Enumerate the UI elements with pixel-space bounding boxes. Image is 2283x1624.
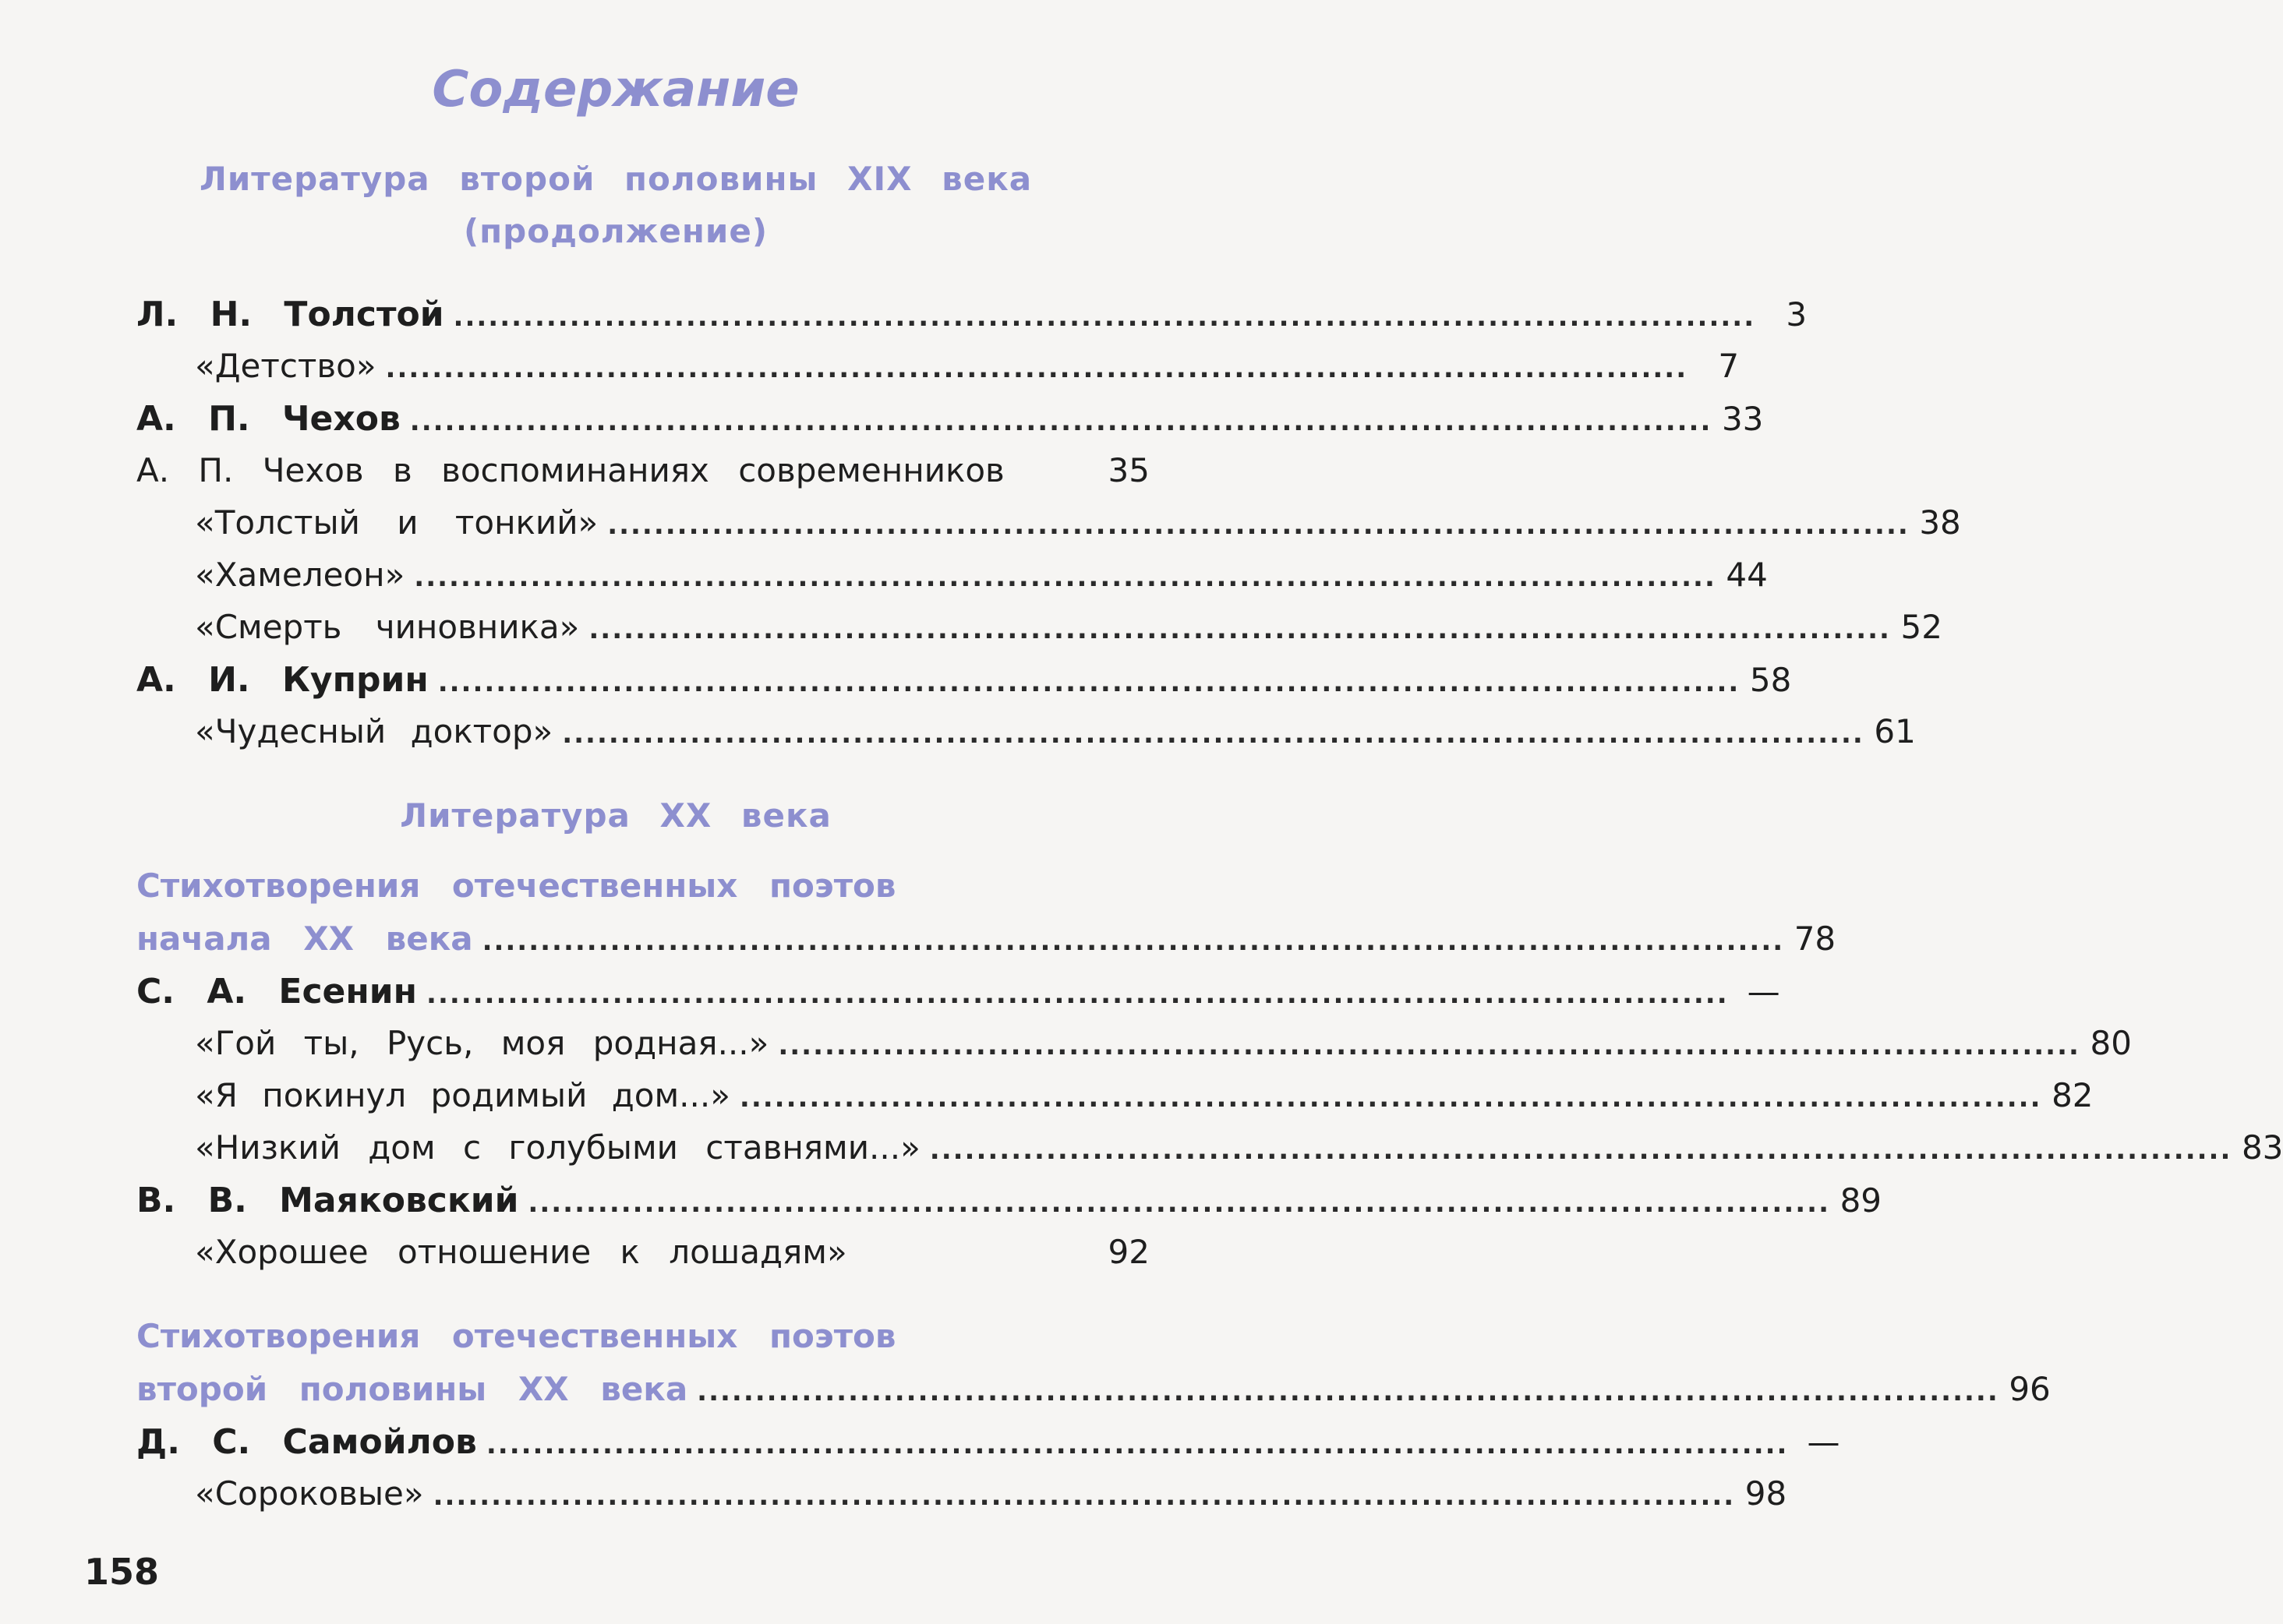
leader-dots: ................................................................................................................ xyxy=(437,667,1741,698)
toc-entry-page: 33 xyxy=(1721,400,1764,438)
leader-dots: ................................................................................................................ xyxy=(697,1376,1999,1407)
toc-entry-page: — xyxy=(1747,973,1780,1011)
leader-dots: ................................................................................................................ xyxy=(562,718,1864,750)
toc-entry-page: 80 xyxy=(2090,1024,2132,1062)
section-heading: Стихотворения отечественных поэтов xyxy=(136,867,896,905)
leader-dots: ................................................................................................................ xyxy=(607,510,1910,541)
leader-dots: ................................................................................................................ xyxy=(433,1481,1736,1512)
toc-entry[interactable] xyxy=(136,972,1780,1015)
leader-dots: ................................................................................................................ xyxy=(453,302,1756,333)
page-title: Содержание xyxy=(432,61,800,118)
leader-dots: ................................................................................................................ xyxy=(426,979,1729,1010)
toc-entry-page: 89 xyxy=(1839,1181,1882,1220)
toc-entry-label: А. П. Чехов xyxy=(136,399,401,439)
toc-entry-label: начала XX века xyxy=(136,920,473,958)
toc-entry-label: «Я покинул родимый дом...» xyxy=(195,1076,730,1114)
toc-entry-page: 7 xyxy=(1718,347,1740,385)
period-heading-19th-century: Литература второй половины XIX века xyxy=(199,160,1033,198)
page-number: 158 xyxy=(84,1551,160,1593)
toc-entry-label: «Детство» xyxy=(195,347,376,385)
toc-entry-label: Д. С. Самойлов xyxy=(136,1422,477,1462)
toc-entry-page: 38 xyxy=(1919,503,1961,542)
toc-entry-label: А. И. Куприн xyxy=(136,660,429,700)
toc-entry-label: В. В. Маяковский xyxy=(136,1181,519,1220)
toc-entry[interactable] xyxy=(195,347,1740,390)
toc-entry[interactable] xyxy=(136,1370,2051,1414)
leader-dots: ................................................................................................................ xyxy=(778,1030,2080,1061)
toc-entry[interactable] xyxy=(136,451,1150,495)
toc-entry[interactable] xyxy=(195,1128,2283,1172)
toc-entry-page: 35 xyxy=(1108,451,1150,489)
toc-entry-label: С. А. Есенин xyxy=(136,972,418,1011)
toc-entry[interactable] xyxy=(136,399,1764,443)
toc-entry-label: А. П. Чехов в воспоминаниях современников xyxy=(136,451,1005,489)
leader-dots: ................................................................................................................ xyxy=(739,1082,2042,1114)
toc-entry-page: 96 xyxy=(2009,1370,2051,1408)
period-heading-continuation: (продолжение) xyxy=(463,212,769,250)
leader-dots: ................................................................................................................ xyxy=(929,1135,2232,1166)
toc-entry[interactable] xyxy=(136,295,1808,338)
leader-dots: ................................................................................................................ xyxy=(486,1429,1789,1460)
toc-entry-label: «Смерть чиновника» xyxy=(195,608,580,646)
toc-entry-label: «Хорошее отношение к лошадям» xyxy=(195,1233,847,1271)
toc-entry-label: «Толстый и тонкий» xyxy=(195,503,599,542)
leader-dots: ................................................................................................................ xyxy=(385,353,1688,384)
toc-entry-page: 61 xyxy=(1874,712,1916,750)
toc-entry-label: «Низкий дом с голубыми ставнями...» xyxy=(195,1128,921,1167)
leader-dots: ................................................................................................................ xyxy=(414,562,1716,593)
toc-entry[interactable] xyxy=(195,556,1768,599)
toc-entry[interactable] xyxy=(195,608,1942,651)
toc-entry[interactable] xyxy=(195,1076,2094,1120)
toc-entry[interactable] xyxy=(195,1024,2132,1068)
toc-entry[interactable] xyxy=(195,503,1961,547)
toc-entry-page: 82 xyxy=(2052,1076,2094,1114)
toc-entry-page: 58 xyxy=(1749,661,1792,699)
toc-entry[interactable] xyxy=(136,660,1792,704)
toc-entry[interactable] xyxy=(136,1422,1840,1466)
toc-entry[interactable] xyxy=(136,1181,1882,1224)
toc-entry-label: второй половины XX века xyxy=(136,1370,688,1408)
toc-entry-page: 92 xyxy=(1108,1233,1150,1271)
toc-entry-page: 3 xyxy=(1786,295,1808,334)
toc-entry-page: — xyxy=(1807,1423,1840,1461)
toc-entry[interactable] xyxy=(195,1233,1150,1276)
toc-entry-label: «Сороковые» xyxy=(195,1474,424,1513)
toc-entry[interactable] xyxy=(136,920,1836,963)
toc-entry-page: 44 xyxy=(1726,556,1768,594)
section-heading: Стихотворения отечественных поэтов xyxy=(136,1317,896,1355)
leader-dots: ................................................................................................................ xyxy=(482,926,1785,957)
leader-dots: ................................................................................................................ xyxy=(409,406,1712,437)
leader-dots: ................................................................................................................ xyxy=(528,1188,1831,1219)
toc-entry-label: «Хамелеон» xyxy=(195,556,405,594)
toc-entry[interactable] xyxy=(195,1474,1787,1518)
toc-entry-label: «Гой ты, Русь, моя родная...» xyxy=(195,1024,769,1062)
toc-entry-label: Л. Н. Толстой xyxy=(136,295,444,334)
toc-entry-page: 52 xyxy=(1900,608,1942,646)
toc-entry-page: 98 xyxy=(1744,1474,1787,1513)
toc-entry[interactable] xyxy=(195,712,1916,756)
period-heading-20th-century: Литература XX века xyxy=(400,796,832,835)
toc-entry-label: «Чудесный доктор» xyxy=(195,712,553,750)
toc-entry-page: 78 xyxy=(1794,920,1836,958)
toc-entry-page: 83 xyxy=(2241,1128,2283,1167)
leader-dots: ................................................................................................................ xyxy=(588,614,1891,645)
